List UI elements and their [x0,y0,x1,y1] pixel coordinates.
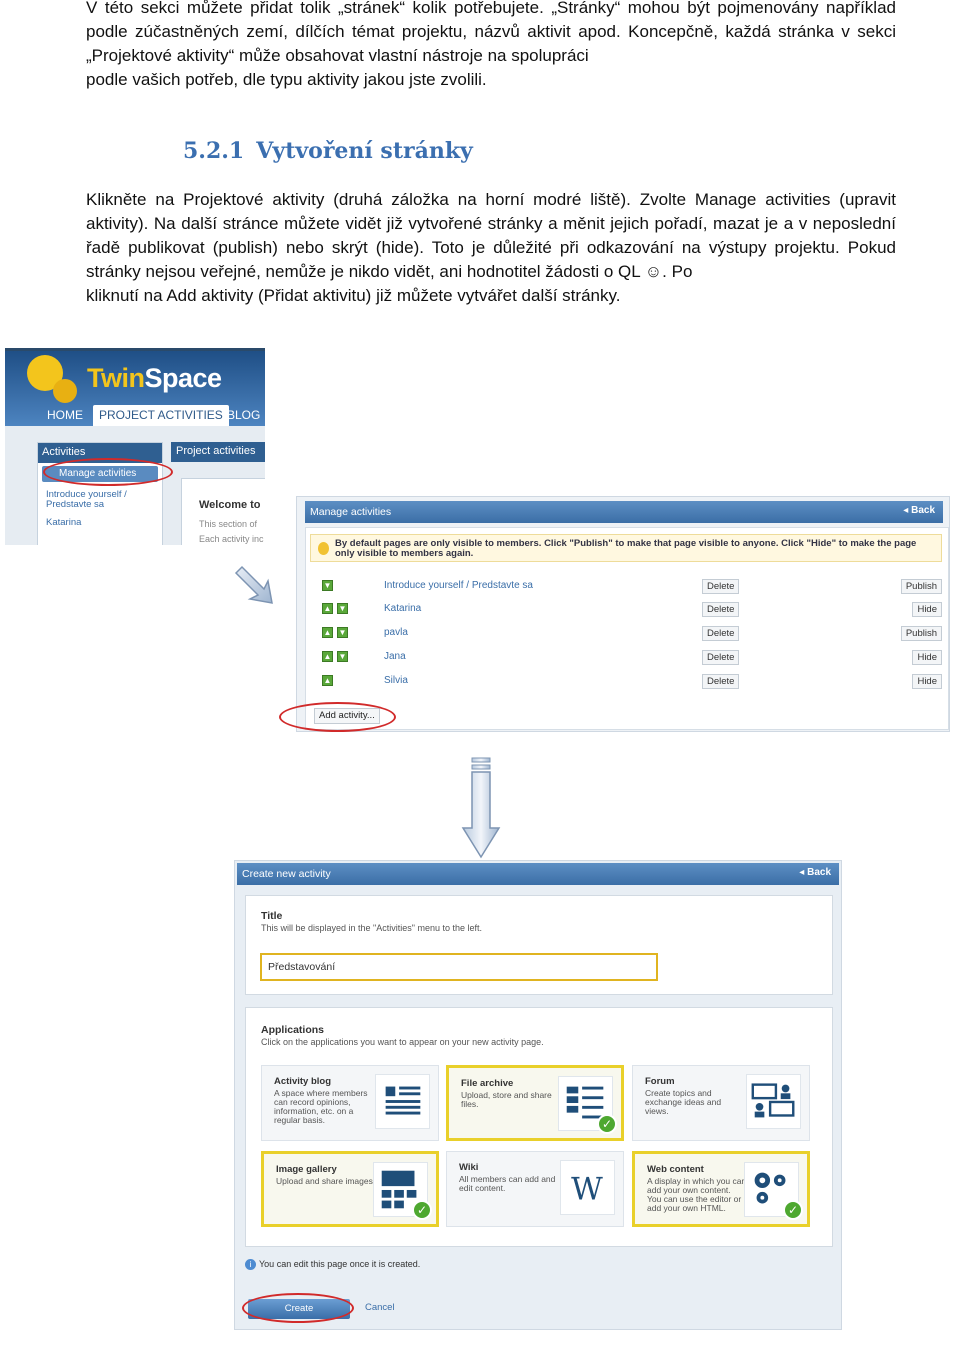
move-down-icon[interactable]: ▼ [338,628,347,637]
manage-content [305,527,949,730]
activity-name[interactable]: Katarina [384,603,422,614]
app-wiki[interactable] [446,1151,624,1227]
sidebar-title: Activities [38,443,162,463]
app-desc: A space where members can record opinions, information, etc. on a regular basis. [274,1088,368,1125]
app-name: Wiki [459,1162,479,1173]
app-name: Forum [645,1076,675,1087]
move-up-icon[interactable]: ▲ [323,628,332,637]
sidebar-item-introduce[interactable]: Introduce yourself / Predstavte sa [46,489,127,510]
hide-button[interactable]: Hide [912,602,942,617]
app-desc: Upload, store and share files. [461,1090,552,1109]
activity-name[interactable]: Introduce yourself / Predstavte sa [384,580,533,591]
applications-label: Applications [261,1024,325,1036]
lightbulb-icon [318,542,329,555]
activity-row [320,673,944,691]
manage-activities-screenshot [296,496,950,732]
activity-row [320,649,944,667]
applications-hint: Click on the applications you want to appear on your new activity page. [261,1037,544,1047]
manage-titlebar [305,501,943,523]
activity-row [320,625,944,643]
section-heading [183,138,473,164]
app-file-archive[interactable] [446,1065,624,1141]
sidebar-item-katarina[interactable]: Katarina [46,517,82,528]
create-note: You can edit this page once it is created. [259,1259,421,1269]
manage-info-text: By default pages are only visible to members. Click "Publish" to make that page visible to anyone. Click "Hide" to make the page only visible to members again. [335,538,917,559]
twinspace-banner [5,351,265,426]
create-button[interactable]: Create [248,1299,350,1319]
move-down-icon[interactable]: ▼ [338,652,347,661]
create-titlebar [237,863,839,885]
create-title: Create new activity [242,868,331,880]
arrow-down-right-icon [234,565,276,607]
manage-activities-button[interactable]: Manage activities [42,466,158,482]
twinspace-screenshot [5,348,265,545]
info-icon: i [245,1259,256,1270]
title-hint: This will be displayed in the "Activities" menu to the left. [261,923,482,933]
section-number: 5.2.1 [183,138,245,164]
welcome-heading: Welcome to [199,499,261,511]
forum-icon [746,1074,801,1129]
checkmark-icon: ✓ [412,1200,432,1220]
welcome-line-2: Each activity inc [199,534,264,544]
gear-logo-icon-small [53,379,77,403]
move-up-icon[interactable]: ▲ [323,676,332,685]
nav-project-activities[interactable]: PROJECT ACTIVITIES [93,405,229,426]
app-name: Web content [647,1164,704,1175]
intro-paragraph [86,0,896,92]
body-text: Klikněte na Projektové aktivity (druhá záložka na horní modré liště). Zvolte Manage activities (upravit aktivity). Na další stránce můžete vidět již vytvořené stránky a měnit jejich pořadí, mazat je a v neposlední řadě publikovat (publish) nebo skrýt (hide). Toto je důležité při odkazování na výstupy projektu. Pokud stránky nejsou veřejné, nemůže je nikdo vidět, ani hodnotitel žádosti o QL ☺. Po [86,190,896,281]
publish-button[interactable]: Publish [901,579,942,594]
app-activity-blog[interactable] [261,1065,439,1141]
app-web-content[interactable] [632,1151,810,1227]
manage-title: Manage activities [310,506,392,518]
nav-blog[interactable]: BLOG [227,408,261,422]
manage-info-banner [310,534,942,562]
logo-twin: Twin [87,363,145,393]
intro-last-line: podle vašich potřeb, dle typu aktivity jakou jste zvolili. [86,70,487,89]
manage-back-label: Back [911,505,935,516]
checkmark-icon: ✓ [597,1114,617,1134]
highlight-oval-manage [43,458,173,486]
arrow-down-icon [461,756,501,860]
activity-title-input[interactable]: Představování [260,953,658,981]
activity-name[interactable]: Jana [384,651,406,662]
twinspace-body [5,426,265,545]
project-activities-tab[interactable]: Project activities [171,442,265,462]
app-desc: A display in which you can add your own content. You can use the editor or add your own HTML. [647,1176,747,1213]
twinspace-nav [5,405,265,427]
hide-button[interactable]: Hide [912,650,942,665]
move-down-icon[interactable]: ▼ [338,604,347,613]
activity-row [320,601,944,619]
highlight-oval-create [242,1293,354,1323]
welcome-panel [181,478,265,545]
manage-back-button[interactable]: ◂ Back [903,505,935,516]
cancel-button[interactable]: Cancel [365,1302,395,1313]
title-label: Title [261,910,283,922]
activity-row [320,578,944,596]
blog-icon [375,1074,430,1129]
section-title: Vytvoření stránky [256,138,473,164]
app-image-gallery[interactable] [261,1151,439,1227]
activity-name[interactable]: pavla [384,627,408,638]
svg-text:W: W [571,1171,603,1208]
delete-button[interactable]: Delete [702,626,739,641]
delete-button[interactable]: Delete [702,650,739,665]
nav-home[interactable]: HOME [47,408,83,422]
publish-button[interactable]: Publish [901,626,942,641]
hide-button[interactable]: Hide [912,674,942,689]
create-back-button[interactable]: ◂ Back [799,867,831,878]
checkmark-icon: ✓ [783,1200,803,1220]
intro-text: V této sekci můžete přidat tolik „stránek“ kolik potřebujete. „Stránky“ mohou být pojmenovány například podle zúčastněných zemí, dílčích témat projektu, názvů aktivit apod. Koncepčně, každá stránka v sekci „Projektové aktivity“ může obsahovat vlastní nástroje na spolupráci [86,0,896,65]
body-last-line: kliknutí na Add aktivity (Přidat aktivitu) již můžete vytvářet další stránky. [86,286,621,305]
activity-name[interactable]: Silvia [384,675,408,686]
add-activity-button[interactable]: Add activity... [314,708,380,724]
move-up-icon[interactable]: ▲ [323,604,332,613]
move-up-icon[interactable]: ▲ [323,652,332,661]
app-forum[interactable] [632,1065,810,1141]
app-desc: Create topics and exchange ideas and views. [645,1088,722,1116]
app-name: Image gallery [276,1164,337,1175]
twinspace-logo [87,363,222,394]
move-down-icon[interactable]: ▼ [323,581,332,590]
app-name: Activity blog [274,1076,332,1087]
delete-button[interactable]: Delete [702,674,739,689]
app-desc: Upload and share images. [276,1176,376,1186]
create-activity-screenshot [234,860,842,1330]
body-paragraph [86,188,896,308]
delete-button[interactable]: Delete [702,579,739,594]
app-desc: All members can add and edit content. [459,1174,556,1193]
welcome-line-1: This section of [199,519,258,529]
app-name: File archive [461,1078,514,1089]
delete-button[interactable]: Delete [702,602,739,617]
logo-space: Space [144,363,222,393]
highlight-oval-add-activity [279,702,396,732]
wiki-icon [560,1160,615,1215]
create-back-label: Back [807,867,831,878]
